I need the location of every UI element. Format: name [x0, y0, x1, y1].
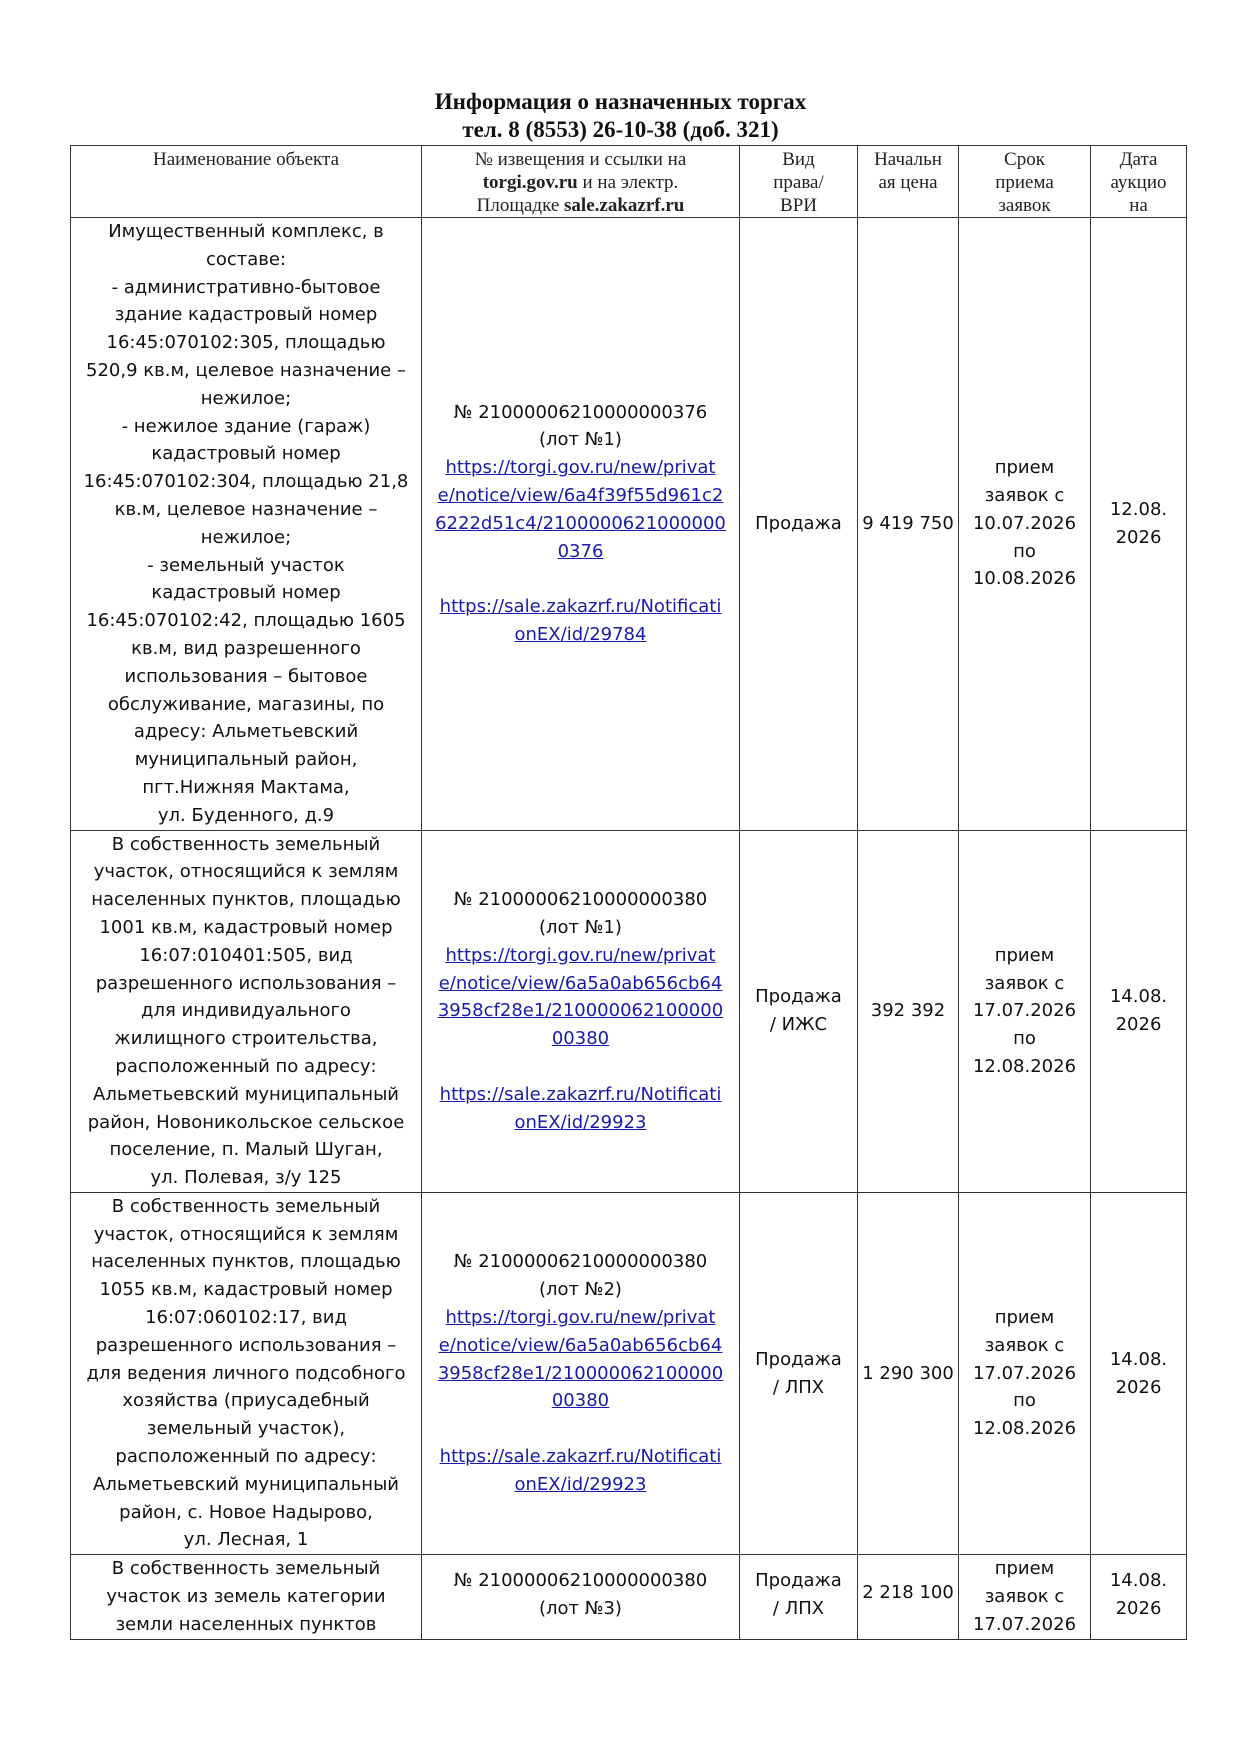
torgi-link-line[interactable]: e/notice/view/6a5a0ab656cb64 — [438, 972, 723, 994]
sale-link-line[interactable]: https://sale.zakazrf.ru/Notificati — [439, 1083, 722, 1105]
link-spacer — [425, 565, 736, 593]
torgi-link[interactable] — [425, 454, 736, 565]
object-name-line: жилищного строительства, — [114, 1028, 378, 1050]
object-name-line: использования – бытовое — [124, 665, 368, 687]
application-term-line: 10.08.2026 — [972, 568, 1077, 590]
object-name-line: для ведения личного подсобного — [86, 1362, 406, 1384]
torgi-link-line[interactable]: https://torgi.gov.ru/new/privat — [445, 1307, 716, 1329]
auction-date-line: 14.08. — [1109, 1570, 1168, 1592]
object-name-line: обслуживание, магазины, по — [107, 693, 385, 715]
object-name-line: расположенный по адресу: — [115, 1446, 377, 1468]
notice-cell — [422, 218, 740, 831]
object-name-line: участок, относящийся к землям — [93, 1223, 399, 1245]
contact-phone: тел. 8 (8553) 26-10-38 (доб. 321) — [462, 117, 779, 142]
object-name-line: нежилое; — [200, 387, 292, 409]
torgi-link-line[interactable]: 3958cf28e1/210000062100000 — [437, 1000, 724, 1022]
object-name-line: - административно-бытовое — [111, 276, 381, 298]
right-type-cell — [740, 1555, 858, 1639]
torgi-link-line[interactable]: 3958cf28e1/210000062100000 — [437, 1362, 724, 1384]
right-type-cell — [740, 218, 858, 831]
object-name-cell — [71, 830, 422, 1192]
object-name-line: В собственность земельный — [111, 833, 381, 855]
torgi-link-line[interactable]: e/notice/view/6a5a0ab656cb64 — [438, 1334, 723, 1356]
application-term-line: 17.07.2026 — [972, 1613, 1077, 1635]
torgi-link-line[interactable]: https://torgi.gov.ru/new/privat — [445, 457, 716, 479]
header-type: Вид права/ ВРИ — [740, 146, 858, 218]
object-name-line: для индивидуального — [141, 1000, 351, 1022]
object-name-line: 16:07:010401:505, вид — [139, 944, 353, 966]
sale-zakazrf-link[interactable] — [425, 1081, 736, 1137]
object-name-line: муниципальный район, — [134, 749, 358, 771]
start-price-cell — [858, 1192, 959, 1554]
object-name-cell — [71, 218, 422, 831]
torgi-link[interactable] — [425, 942, 736, 1053]
notice-cell — [422, 1555, 740, 1639]
object-name-line: расположенный по адресу: — [115, 1055, 377, 1077]
link-spacer — [425, 1415, 736, 1443]
object-name-line: нежилое; — [200, 526, 292, 548]
object-name-line: ул. Лесная, 1 — [183, 1529, 309, 1551]
object-name-cell — [71, 1192, 422, 1554]
object-name-line: ул. Полевая, з/у 125 — [150, 1167, 342, 1189]
table-row — [71, 830, 1187, 1192]
sale-link-line[interactable]: https://sale.zakazrf.ru/Notificati — [439, 596, 722, 618]
table-row — [71, 1192, 1187, 1554]
object-name-line: участок из земель категории — [106, 1586, 386, 1608]
application-term-cell — [959, 1192, 1091, 1554]
application-term-line: 12.08.2026 — [972, 1418, 1077, 1440]
object-name-line: пгт.Нижняя Мактама, — [142, 776, 350, 798]
object-name-line: здание кадастровый номер — [114, 304, 378, 326]
object-name-line: 16:45:070102:42, площадью 1605 — [86, 610, 406, 632]
torgi-link-line[interactable]: 6222d51c4/2100000621000000 — [435, 512, 726, 534]
object-name-line: Альметьевский муниципальный — [93, 1473, 399, 1495]
torgi-link[interactable] — [425, 1304, 736, 1415]
object-name-line: земли населенных пунктов — [115, 1613, 377, 1635]
sale-link-line[interactable]: onEX/id/29784 — [514, 624, 647, 646]
application-term-line: заявок с — [984, 1586, 1065, 1608]
right-type-line: / ИЖС — [769, 1014, 828, 1036]
object-name-line: Альметьевский муниципальный — [93, 1083, 399, 1105]
application-term-line: прием — [994, 944, 1055, 966]
object-name-line: 16:07:060102:17, вид — [145, 1307, 347, 1329]
object-name-line: 16:45:070102:304, площадью 21,8 — [83, 471, 409, 493]
auction-table — [70, 145, 1187, 1640]
object-name-line: 16:45:070102:305, площадью — [106, 332, 386, 354]
object-name-line: - нежилое здание (гараж) — [121, 415, 371, 437]
object-name-line: - земельный участок — [147, 554, 345, 576]
object-name-line: 520,9 кв.м, целевое назначение – — [86, 359, 406, 381]
auction-date-cell — [1091, 830, 1187, 1192]
object-name-line: кв.м, целевое назначение – — [114, 498, 378, 520]
table-row — [71, 218, 1187, 831]
application-term-line: заявок с — [984, 485, 1065, 507]
application-term-line: заявок с — [984, 972, 1065, 994]
sale-link-line[interactable]: onEX/id/29923 — [514, 1473, 647, 1495]
application-term-line: по — [1013, 540, 1036, 562]
right-type-line: Продажа — [755, 512, 842, 534]
object-name-line: кв.м, вид разрешенного — [131, 637, 361, 659]
object-name-line: район, Новоникольское сельское — [87, 1111, 405, 1133]
notice-number: № 21000006210000000380 — [453, 889, 708, 911]
right-type-cell — [740, 830, 858, 1192]
object-name-line: земельный участок), — [146, 1418, 346, 1440]
notice-cell — [422, 1192, 740, 1554]
application-term-line: 17.07.2026 — [972, 1000, 1077, 1022]
auction-date-line: 2026 — [1115, 526, 1162, 548]
notice-number: № 21000006210000000376 — [453, 401, 708, 423]
application-term-line: 10.07.2026 — [972, 512, 1077, 534]
header-price: Начальн ая цена — [858, 146, 959, 218]
object-name-cell — [71, 1555, 422, 1639]
start-price-cell — [858, 218, 959, 831]
object-name-line: кадастровый номер — [151, 443, 341, 465]
object-name-line: 1055 кв.м, кадастровый номер — [99, 1279, 393, 1301]
application-term-line: 12.08.2026 — [972, 1055, 1077, 1077]
auction-date-line: 14.08. — [1109, 1348, 1168, 1370]
object-name-line: хозяйства (приусадебный — [122, 1390, 370, 1412]
auction-date-cell — [1091, 1192, 1187, 1554]
notice-number: № 21000006210000000380 — [453, 1570, 708, 1592]
object-name-line: разрешенного использования – — [95, 1334, 397, 1356]
right-type-line: / ЛПХ — [772, 1598, 825, 1620]
right-type-line: Продажа — [755, 1348, 842, 1370]
object-name-line: 1001 кв.м, кадастровый номер — [99, 916, 393, 938]
application-term-line: прием — [994, 457, 1055, 479]
application-term-cell — [959, 1555, 1091, 1639]
auction-date-line: 12.08. — [1109, 498, 1168, 520]
table-header-row — [71, 146, 1187, 218]
torgi-link-line[interactable]: 00380 — [551, 1028, 610, 1050]
application-term-cell — [959, 830, 1091, 1192]
lot-number: (лот №1) — [539, 429, 622, 451]
application-term-line: 17.07.2026 — [972, 1362, 1077, 1384]
object-name-line: Имущественный комплекс, в — [108, 221, 384, 242]
lot-number: (лот №3) — [539, 1598, 622, 1620]
auction-date-line: 14.08. — [1109, 986, 1168, 1008]
notice-cell — [422, 830, 740, 1192]
application-term-cell — [959, 218, 1091, 831]
object-name-line: поселение, п. Малый Шуган, — [109, 1139, 383, 1161]
application-term-line: прием — [994, 1307, 1055, 1329]
sale-zakazrf-link[interactable] — [425, 593, 736, 649]
object-name-line: населенных пунктов, площадью — [91, 1251, 401, 1273]
header-notice: № извещения и ссылки на torgi.gov.ru и на электр. Площадке sale.zakazrf.ru — [422, 146, 740, 218]
torgi-link-line[interactable]: https://torgi.gov.ru/new/privat — [445, 944, 716, 966]
application-term-line: по — [1013, 1390, 1036, 1412]
object-name-line: В собственность земельный — [111, 1195, 381, 1217]
table-row — [71, 1555, 1187, 1639]
application-term-line: заявок с — [984, 1334, 1065, 1356]
auction-date-cell — [1091, 218, 1187, 831]
header-date: Дата аукцио на — [1091, 146, 1187, 218]
sale-link-line[interactable]: onEX/id/29923 — [514, 1111, 647, 1133]
object-name-line: населенных пунктов, площадью — [91, 889, 401, 911]
start-price: 1 290 300 — [862, 1362, 954, 1384]
sale-zakazrf-link[interactable] — [425, 1443, 736, 1499]
object-name-line: В собственность земельный — [111, 1558, 381, 1580]
torgi-link-line[interactable]: 00380 — [551, 1390, 610, 1412]
sale-link-line[interactable]: https://sale.zakazrf.ru/Notificati — [439, 1446, 722, 1468]
link-spacer — [425, 1053, 736, 1081]
start-price-cell — [858, 830, 959, 1192]
auction-date-line: 2026 — [1115, 1598, 1162, 1620]
object-name-line: район, с. Новое Надырово, — [119, 1501, 373, 1523]
object-name-line: составе: — [205, 248, 287, 270]
header-name: Наименование объекта — [71, 146, 422, 218]
right-type-line: / ЛПХ — [772, 1376, 825, 1398]
start-price: 392 392 — [870, 1000, 946, 1022]
header-term: Срок приема заявок — [959, 146, 1091, 218]
notice-number: № 21000006210000000380 — [453, 1251, 708, 1273]
start-price: 2 218 100 — [862, 1582, 954, 1604]
start-price-cell — [858, 1555, 959, 1639]
lot-number: (лот №1) — [539, 916, 622, 938]
application-term-line: по — [1013, 1028, 1036, 1050]
right-type-cell — [740, 1192, 858, 1554]
torgi-link-line[interactable]: e/notice/view/6a4f39f55d961c2 — [437, 485, 724, 507]
auction-date-cell — [1091, 1555, 1187, 1639]
object-name-line: разрешенного использования – — [95, 972, 397, 994]
object-name-line: кадастровый номер — [151, 582, 341, 604]
auction-date-line: 2026 — [1115, 1014, 1162, 1036]
object-name-line: участок, относящийся к землям — [93, 861, 399, 883]
right-type-line: Продажа — [755, 986, 842, 1008]
object-name-line: ул. Буденного, д.9 — [157, 804, 335, 826]
start-price: 9 419 750 — [862, 512, 954, 534]
application-term-line: прием — [994, 1558, 1055, 1580]
lot-number: (лот №2) — [539, 1279, 622, 1301]
document-title: Информация о назначенных торгах — [434, 89, 807, 114]
torgi-link-line[interactable]: 0376 — [557, 540, 604, 562]
auction-date-line: 2026 — [1115, 1376, 1162, 1398]
right-type-line: Продажа — [755, 1570, 842, 1592]
object-name-line: адресу: Альметьевский — [133, 721, 359, 743]
